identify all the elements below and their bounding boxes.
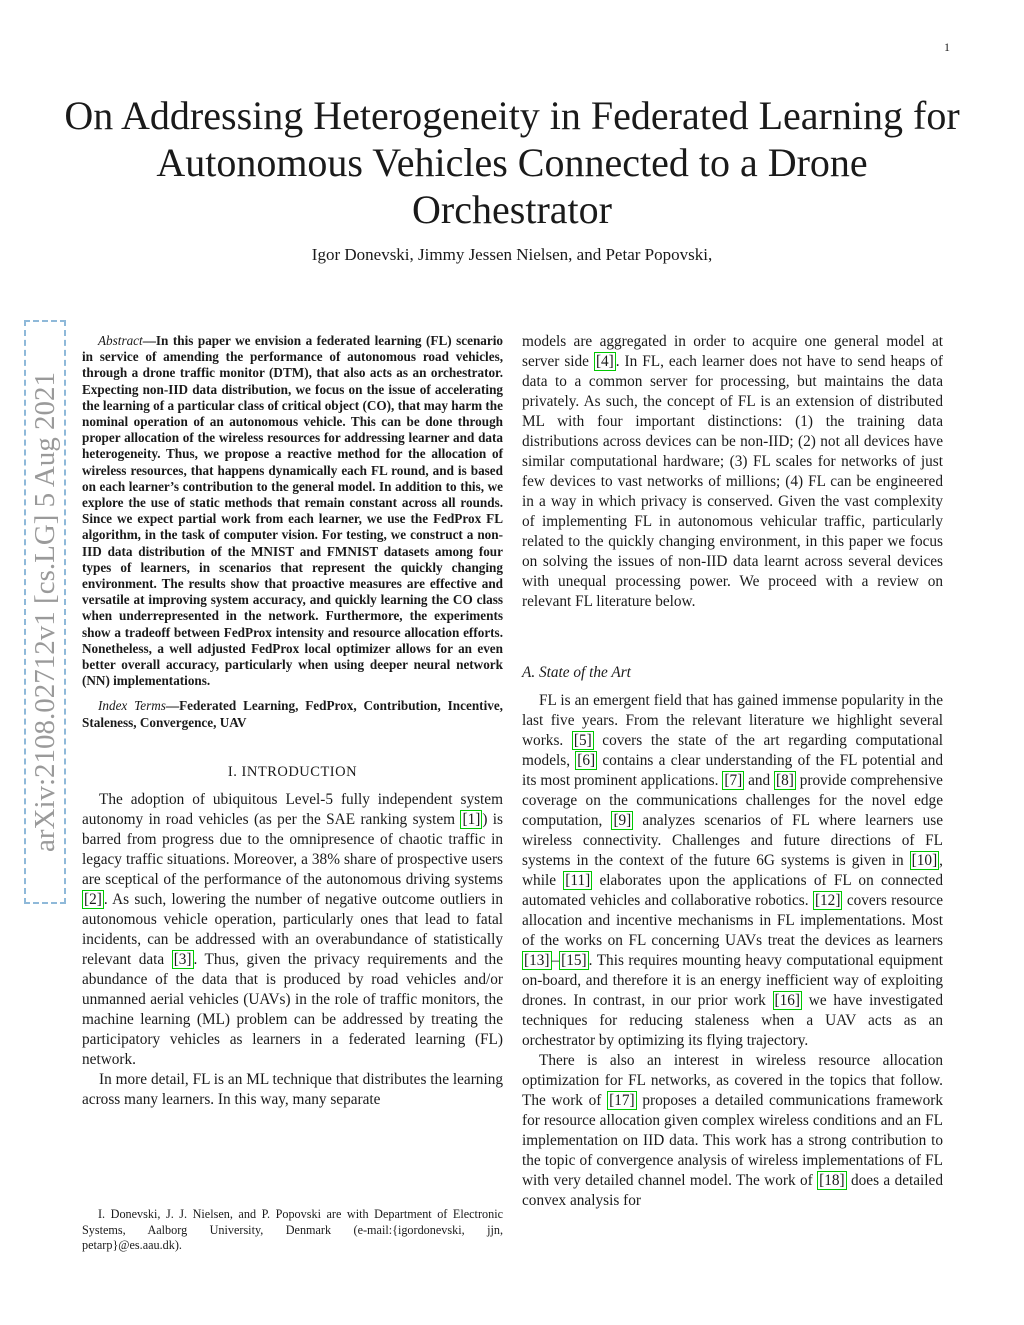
citation-link[interactable]: [10] — [911, 852, 938, 869]
author-affiliation-footnote: I. Donevski, J. J. Nielsen, and P. Popovski are with Department of Electronic Systems, Aalborg University, Denmark (e-mail:{igordonevski, jjn, petarp}@es.aau.dk). — [82, 1207, 503, 1252]
fl-overview-paragraph: models are aggregated in order to acquire one general model at server side [4] . In FL, each learner does not have to send heaps of data to a common server for processing, but maintains the data privately. As such, the concept of FL is an extension of distributed ML with four important distinctions: (1) the training data distributions across devices can be non-IID; (2) not all devices have similar computational hardware; (3) FL scales for networks of just few devices to vast networks of millions; (4) FL can be engineered in a way in which privacy is conserved. Given the vast complexity of implementing FL in autonomous vehicular traffic, particularly related to the quickly changing environment, in this paper we focus on solving the issues of non-IID data learnt across several devices with unequal processing power. We proceed with a review on relevant FL literature below. — [522, 333, 943, 610]
citation-link[interactable]: [6] — [577, 752, 596, 769]
citation-link[interactable]: [3] — [173, 950, 192, 968]
section-heading-introduction: I. INTRODUCTION — [227, 763, 358, 780]
arxiv-stamp[interactable]: arXiv:2108.02712v1 [cs.LG] 5 Aug 2021 — [24, 320, 66, 904]
author-list: Igor Donevski, Jimmy Jessen Nielsen, and Petar Popovski, — [311, 245, 713, 264]
index-terms-label: Index Terms — [98, 698, 166, 714]
abstract-label: Abstract — [98, 333, 143, 348]
paper-title: On Addressing Heterogeneity in Federated Learning for Autonomous Vehicles Connected to a Drone Orchestrator — [64, 93, 960, 232]
citation-link[interactable]: [2] — [84, 890, 102, 908]
citation-link[interactable]: [11] — [565, 872, 591, 889]
citation-link[interactable]: [9] — [613, 812, 632, 829]
state-of-art-paragraph: FL is an emergent field that has gained immense popularity in the last five years. From the relevant literature we highlight several works. [5] covers the state of the art regarding computational models, [6] contains a clear understanding of the FL potential and its most prominent applications. [7] and [8] provide comprehensive coverage on the communications challenges for the novel edge computation, [9] analyzes scenarios of FL where learners use wireless connectivity. Challenges and future directions of FL systems in the context of the future 6G systems is given in [10] , while [11] elaborates upon the applications of FL on connected automated vehicles and collaborative robotics. [12] covers resource allocation and incentive mechanisms in FL implementations. Most of the works on FL concerning UAVs treat the devices as learners [13] – [15] . This requires mounting heavy computational equipment on-board, and therefore it is an energy inefficient way of exploiting drones. In contrast, in our prior work [16] we have investigated techniques for reducing staleness when a UAV acts as an orchestrator by optimizing its flying trajectory. — [522, 692, 944, 1049]
citation-link[interactable]: [1] — [462, 810, 481, 828]
citation-link[interactable]: [18] — [819, 1172, 845, 1189]
citation-link[interactable]: [4] — [595, 353, 614, 370]
citation-link[interactable]: [16] — [774, 992, 801, 1009]
citation-link[interactable]: [17] — [609, 1092, 635, 1109]
abstract — [82, 333, 503, 689]
intro-paragraph-2: In more detail, FL is an ML technique that distributes the learning across many learners. In this way, many separate — [82, 1070, 503, 1108]
intro-paragraph-1: The adoption of ubiquitous Level-5 fully independent system autonomy in road vehicles (as per the SAE ranking system [1] ) is barred from progress due to the omnipresence of chaotic traffic in legacy traffic situations. Moreover, a 38% share of prospective users are sceptical of the performance of the autonomous driving systems [2] . As such, lowering the number of negative outcome outliers in autonomous vehicle operation, particularly ones that lead to fatal incidents, can be addressed with an overabundance of statistically relevant data [3] . Thus, given the privacy requirements and the abundance of the data that is produced by road vehicles and/or unmanned aerial vehicles (UAVs) in the role of traffic monitors, the machine learning (ML) problem can be addressed by treating the participatory vehicles as learners in a federated learning (FL) network. — [82, 790, 504, 1068]
left-column — [82, 333, 503, 1110]
citation-link[interactable]: [8] — [776, 772, 794, 789]
index-terms — [82, 698, 503, 730]
page-number: 1 — [944, 40, 950, 54]
citation-link[interactable]: [5] — [573, 732, 592, 749]
citation-link[interactable]: [7] — [724, 772, 743, 789]
citation-link[interactable]: [13] — [524, 952, 550, 969]
index-terms-text: —Federated Learning, FedProx, Contribution, Incentive, Staleness, Convergence, UAV — [82, 698, 503, 730]
citation-link[interactable]: [15] — [561, 952, 587, 969]
abstract-text: —In this paper we envision a federated learning (FL) scenario in service of amending the performance of autonomous road vehicles, through a drone traffic monitor (DTM), that also acts as an orchestrator. Expecting non-IID data distribution, we focus on the issue of accelerating the learning of a particular class of critical object (CO), that may harm the nominal operation of an autonomous vehicle. This can be done through proper allocation of the wireless resources for addressing learner and data heterogeneity. Thus, we propose a reactive method for the allocation of wireless resources, that happens dynamically each FL round, and is based on each learner’s contribution to the general model. In addition to this, we explore the use of static methods that remain constant across all rounds. Since we expect partial work from each learner, we use the FedProx FL algorithm, in the task of computer vision. For testing, we construct a non-IID data distribution of the MNIST and FMNIST datasets among four types of learners, in scenarios that represent the quickly changing environment. The results show that proactive measures are effective and versatile at improving system accuracy, and quickly learning the CO class when underrepresented in the network. Furthermore, the experiments show a tradeoff between FedProx intensity and resource allocation efforts. Nonetheless, a well adjusted FedProx local optimizer allows for an even better overall accuracy, particularly when using deeper neural network (NN) implementations. — [82, 333, 503, 689]
citation-link[interactable]: [12] — [814, 892, 841, 909]
resource-allocation-paragraph: There is also an interest in wireless resource allocation optimization for FL networks, as covered in the topics that follow. The work of [17] proposes a detailed communications framework for resource allocation given complex wireless conditions and an FL implementation on IID data. This work has a strong contribution to the topic of convergence analysis of wireless implementations of FL with very detailed channel model. The work of [18] does a detailed convex analysis for — [522, 1052, 943, 1209]
right-column — [522, 332, 943, 1211]
subsection-heading-state-of-the-art: A. State of the Art — [522, 664, 631, 681]
